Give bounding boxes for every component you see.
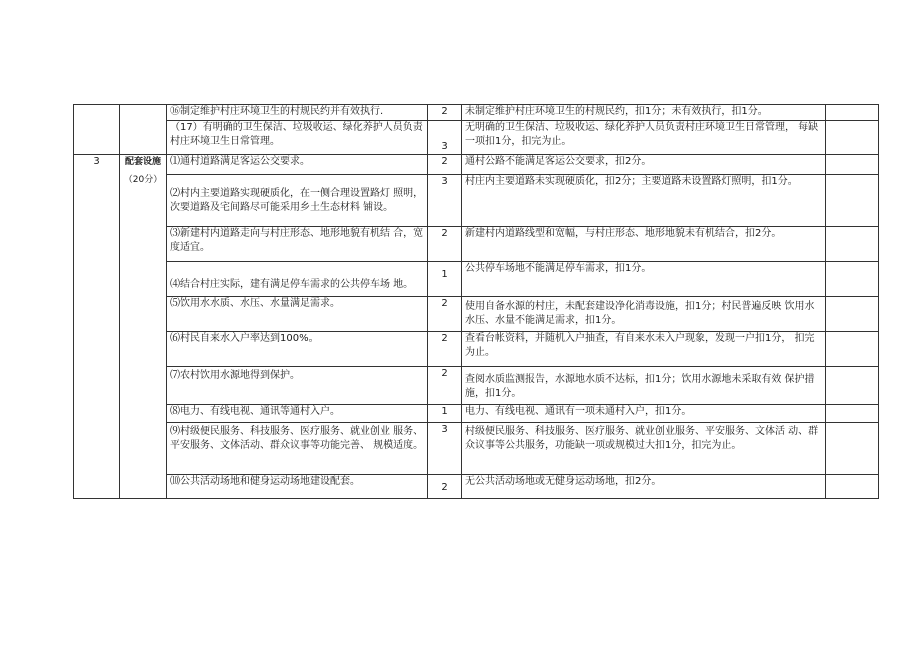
deduction-cell: 村庄内主要道路未实现硬质化，扣2分；主要道路未设置路灯照明，扣1分。 — [462, 175, 826, 227]
remarks-cell — [826, 423, 879, 475]
requirement-cell: ⑽公共活动场地和健身运动场地建设配套。 — [167, 475, 428, 499]
table-row — [74, 175, 879, 227]
table-row — [74, 423, 879, 475]
deduction-cell: 村级便民服务、科技服务、医疗服务、就业创业服务、平安服务、文体活 动、群众议事等公共服务，功能缺一项或规模过大扣1分，扣完为止。 — [462, 423, 826, 475]
remarks-cell — [826, 105, 879, 121]
remarks-cell — [826, 262, 879, 297]
requirement-cell: ⑸饮用水水质、水压、水量满足需求。 — [167, 297, 428, 332]
score-cell: 3 — [428, 121, 462, 155]
deduction-cell: 无明确的卫生保洁、垃圾收运、绿化养护人员负责村庄环境卫生日常管理， 每缺一项扣1分，扣完为止。 — [462, 121, 826, 155]
requirement-cell: ⑶新建村内道路走向与村庄形态、地形地貌有机结 合，宽度适宜。 — [167, 227, 428, 262]
requirement-cell: ⑴通村道路满足客运公交要求。 — [167, 155, 428, 175]
remarks-cell — [826, 297, 879, 332]
table-row — [74, 227, 879, 262]
deduction-cell: 新建村内道路线型和宽幅，与村庄形态、地形地貌未有机结合，扣2分。 — [462, 227, 826, 262]
requirement-cell: ⑵村内主要道路实现硬质化，在一侧合理设置路灯 照明，次要道路及宅间路尽可能采用乡土生态材料 铺设。 — [167, 175, 428, 227]
deduction-cell: 通村公路不能满足客运公交要求，扣2分。 — [462, 155, 826, 175]
section-number: 3 — [74, 155, 120, 499]
table-row — [74, 332, 879, 367]
category-name: 配套设施 — [124, 157, 161, 167]
deduction-cell: 公共停车场地不能满足停车需求，扣1分。 — [462, 262, 826, 297]
remarks-cell — [826, 121, 879, 155]
remarks-cell — [826, 475, 879, 499]
score-cell: 2 — [428, 475, 462, 499]
score-cell: 2 — [428, 227, 462, 262]
remarks-cell — [826, 367, 879, 405]
table-row — [74, 121, 879, 155]
table-row — [74, 105, 879, 121]
evaluation-table — [73, 104, 879, 499]
score-cell: 3 — [428, 423, 462, 475]
category-cell-blank — [120, 105, 167, 155]
table-row — [74, 262, 879, 297]
remarks-cell — [826, 227, 879, 262]
score-cell: 3 — [428, 175, 462, 227]
deduction-cell: 查看台帐资料，并随机入户抽查，有自来水未入户现象，发现一户扣1分， 扣完为止。 — [462, 332, 826, 367]
score-cell: 2 — [428, 155, 462, 175]
remarks-cell — [826, 332, 879, 367]
category-points: （20分） — [123, 175, 163, 185]
deduction-cell: 无公共活动场地或无健身运动场地，扣2分。 — [462, 475, 826, 499]
requirement-cell: ⑺农村饮用水源地得到保护。 — [167, 367, 428, 405]
category-cell — [120, 155, 167, 499]
remarks-cell — [826, 405, 879, 423]
remarks-cell — [826, 155, 879, 175]
score-cell: 2 — [428, 297, 462, 332]
table-row — [74, 367, 879, 405]
score-cell: 1 — [428, 405, 462, 423]
score-cell: 2 — [428, 367, 462, 405]
table-row — [74, 405, 879, 423]
requirement-cell: ⑷结合村庄实际，建有满足停车需求的公共停车场 地。 — [167, 262, 428, 297]
requirement-cell: ⑹村民自来水入户率达到100%。 — [167, 332, 428, 367]
section-number-cell-blank — [74, 105, 120, 155]
requirement-cell: ⑼村级便民服务、科技服务、医疗服务、就业创业 服务、平安服务、文体活动、群众议事等功能完善、 规模适度。 — [167, 423, 428, 475]
requirement-cell: ⑻电力、有线电视、通讯等通村入户。 — [167, 405, 428, 423]
deduction-cell: 未制定维护村庄环境卫生的村规民约，扣1分；未有效执行，扣1分。 — [462, 105, 826, 121]
deduction-cell: 使用自备水源的村庄，未配套建设净化消毒设施，扣1分；村民普遍反映 饮用水水压、水量不能满足需求，扣1分。 — [462, 297, 826, 332]
score-cell: 2 — [428, 105, 462, 121]
remarks-cell — [826, 175, 879, 227]
requirement-cell: ⑯制定维护村庄环境卫生的村规民约并有效执行. — [167, 105, 428, 121]
deduction-cell: 查阅水质监测报告，水源地水质不达标，扣1分；饮用水源地未采取有效 保护措施，扣1分。 — [462, 367, 826, 405]
score-cell: 1 — [428, 262, 462, 297]
requirement-cell: （17）有明确的卫生保洁、垃圾收运、绿化养护人员负责村庄环境卫生日常管理。 — [167, 121, 428, 155]
table-row — [74, 155, 879, 175]
deduction-cell: 电力、有线电视、通讯有一项未通村入户，扣1分。 — [462, 405, 826, 423]
score-cell: 2 — [428, 332, 462, 367]
table-row — [74, 475, 879, 499]
table-row — [74, 297, 879, 332]
